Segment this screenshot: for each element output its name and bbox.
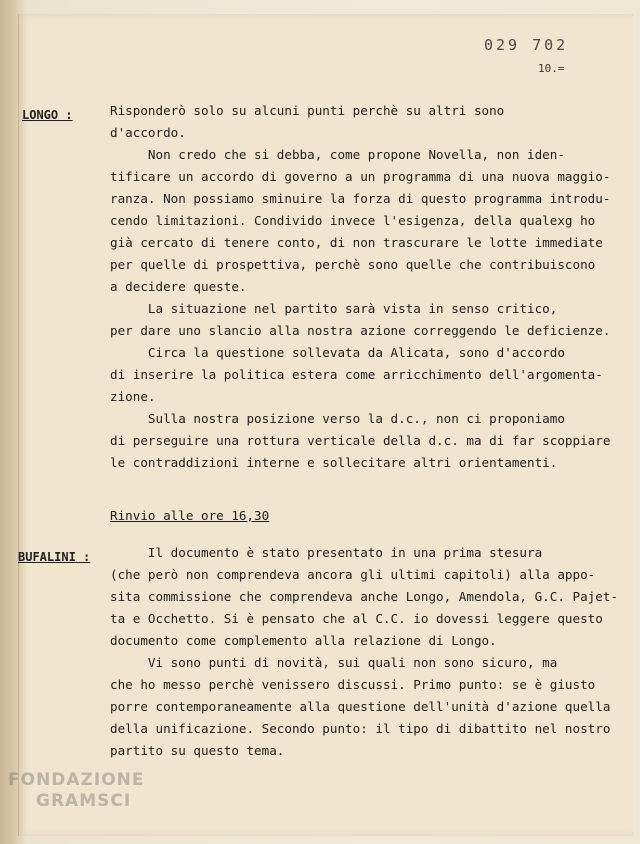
text-line: (che però non comprendeva ancora gli ultimi capitoli) alla appo-	[110, 567, 596, 582]
text-line: di perseguire una rottura verticale della d.c. ma di far scoppiare	[110, 433, 611, 448]
text-line: Sulla nostra posizione verso la d.c., non ci proponiamo	[110, 411, 565, 426]
recess-heading: Rinvio alle ore 16,30	[110, 508, 270, 523]
text-line: che ho messo perchè venissero discussi. Primo punto: se è giusto	[110, 677, 596, 692]
text-line: zione.	[110, 389, 156, 404]
text-line: Non credo che si debba, come propone Novella, non iden-	[110, 147, 565, 162]
text-line: d'accordo.	[110, 125, 186, 140]
speaker-label-bufalini: BUFALINI :	[18, 550, 91, 564]
text-line: Risponderò solo su alcuni punti perchè su altri sono	[110, 103, 505, 118]
text-line: ranza. Non possiamo sminuire la forza di questo programma introdu-	[110, 191, 611, 206]
text-line: della unificazione. Secondo punto: il tipo di dibattito nel nostro	[110, 721, 611, 736]
text-line: ta e Occhetto. Si è pensato che al C.C. io dovessi leggere questo	[110, 611, 603, 626]
text-line: La situazione nel partito sarà vista in senso critico,	[110, 301, 558, 316]
text-line: sita commissione che comprendeva anche Longo, Amendola, G.C. Pajet-	[110, 589, 618, 604]
text-line: a decidere queste.	[110, 279, 247, 294]
text-line: documento come complemento alla relazione di Longo.	[110, 633, 497, 648]
speech-bufalini	[110, 542, 618, 762]
fondazione-gramsci-watermark	[8, 770, 158, 812]
archive-stamp: 029 702	[484, 36, 569, 54]
text-line: tificare un accordo di governo a un programma di una nuova maggio-	[110, 169, 611, 184]
speaker-label-longo: LONGO :	[22, 108, 73, 122]
text-line: di inserire la politica estera come arricchimento dell'argomenta-	[110, 367, 603, 382]
text-line: porre contemporaneamente alla questione dell'unità d'azione quella	[110, 699, 611, 714]
speech-longo	[110, 100, 610, 474]
text-line: Vi sono punti di novità, sui quali non sono sicuro, ma	[110, 655, 558, 670]
text-line: partito su questo tema.	[110, 743, 285, 758]
text-line: per dare uno slancio alla nostra azione correggendo le deficienze.	[110, 323, 611, 338]
text-line: Il documento è stato presentato in una prima stesura	[110, 545, 543, 560]
text-line: Circa la questione sollevata da Alicata, sono d'accordo	[110, 345, 565, 360]
page-number: 10.=	[538, 62, 565, 75]
watermark-line-1: FONDAZIONE	[8, 770, 145, 790]
text-line: le contraddizioni interne e sollecitare altri orientamenti.	[110, 455, 558, 470]
text-line: cendo limitazioni. Condivido invece l'esigenza, della qualexg ho	[110, 213, 596, 228]
text-line: già cercato di tenere conto, di non trascurare le lotte immediate	[110, 235, 603, 250]
watermark-line-2: GRAMSCI	[36, 791, 132, 811]
text-line: per quelle di prospettiva, perchè sono quelle che contribuiscono	[110, 257, 596, 272]
